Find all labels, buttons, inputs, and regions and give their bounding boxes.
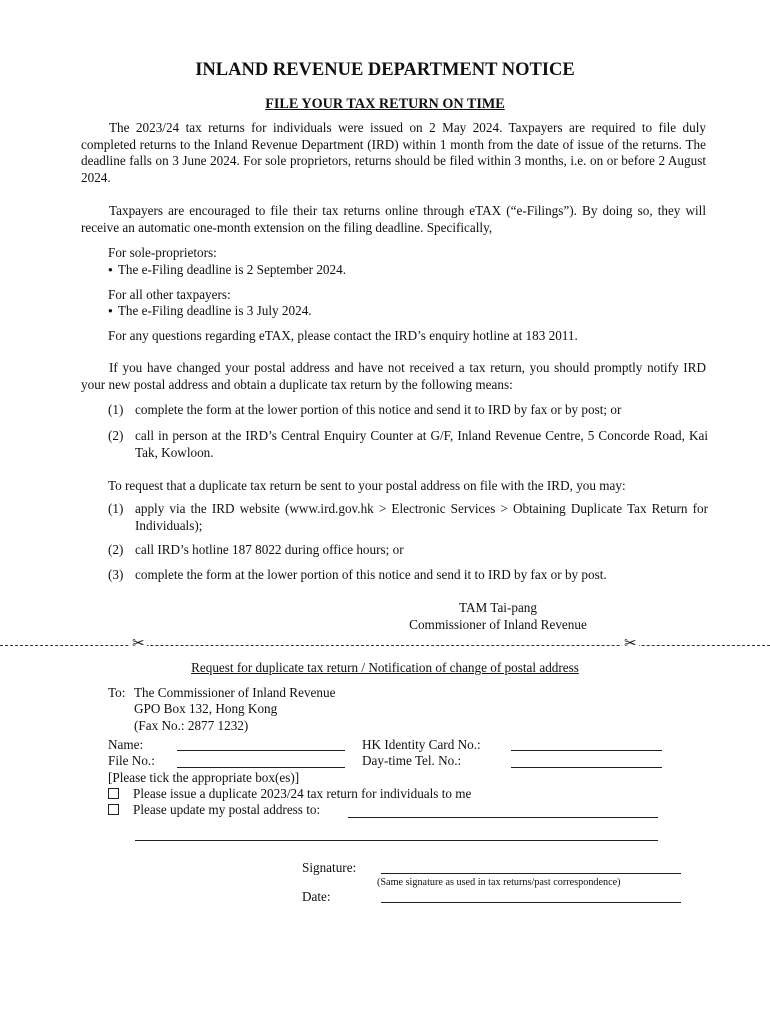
hkid-field[interactable] bbox=[511, 750, 662, 752]
sole-proprietors-bullet: ● The e-Filing deadline is 2 September 2024. bbox=[108, 261, 346, 280]
list-item-number: (3) bbox=[108, 567, 124, 582]
list-item-text: apply via the IRD website (www.ird.gov.hk > Electronic Services > Obtaining Duplicate Tax Return for Individuals); bbox=[135, 501, 708, 533]
sole-proprietors-label: For sole-proprietors: bbox=[108, 245, 217, 260]
daytime-tel-label: Day-time Tel. No.: bbox=[362, 753, 462, 768]
paragraph-address-change: If you have changed your postal address and have not received a tax return, you should promptly notify IRD your new postal address and obtain a duplicate tax return by the following means: bbox=[81, 360, 706, 392]
list-item-text: complete the form at the lower portion of this notice and send it to IRD by fax or by post; or bbox=[135, 402, 622, 417]
list-item-text: complete the form at the lower portion of this notice and send it to IRD by fax or by post. bbox=[135, 567, 607, 582]
daytime-tel-field[interactable] bbox=[511, 767, 662, 769]
signatory-name: TAM Tai-pang bbox=[459, 600, 537, 615]
list-item-number: (1) bbox=[108, 402, 124, 417]
list-item bbox=[108, 402, 708, 419]
list-item-number: (2) bbox=[108, 428, 124, 443]
signature-label: Signature: bbox=[302, 860, 357, 875]
signature-note: (Same signature as used in tax returns/past correspondence) bbox=[377, 877, 621, 888]
list-item-number: (2) bbox=[108, 542, 124, 557]
recipient-fax: (Fax No.: 2877 1232) bbox=[134, 718, 249, 733]
list-item-number: (1) bbox=[108, 501, 124, 516]
page-title: INLAND REVENUE DEPARTMENT NOTICE bbox=[195, 60, 575, 80]
tick-instruction: [Please tick the appropriate box(es)] bbox=[108, 770, 300, 785]
update-address-option: Please update my postal address to: bbox=[133, 802, 321, 817]
list-item bbox=[108, 428, 708, 461]
list-item bbox=[108, 542, 708, 559]
scissors-icon: ✂ bbox=[624, 636, 637, 652]
scissors-icon: ✂ bbox=[132, 636, 145, 652]
name-label: Name: bbox=[108, 737, 144, 752]
paragraph-deadlines: The 2023/24 tax returns for individuals were issued on 2 May 2024. Taxpayers are required to file duly completed returns to the Inland Revenue Department (IRD) within 1 month from the date of issue of the returns. The deadline falls on 3 June 2024. For sole proprietors, returns should be filed within 3 months, i.e. on or before 2 August 2024. bbox=[81, 120, 706, 185]
other-taxpayers-bullet: ● The e-Filing deadline is 3 July 2024. bbox=[108, 302, 312, 321]
date-field[interactable] bbox=[381, 902, 681, 904]
file-no-label: File No.: bbox=[108, 753, 155, 768]
postal-address-field[interactable] bbox=[348, 817, 658, 819]
form-heading: Request for duplicate tax return / Notification of change of postal address bbox=[191, 660, 579, 675]
recipient-address: GPO Box 132, Hong Kong bbox=[134, 701, 278, 716]
list-item-text: call IRD’s hotline 187 8022 during office hours; or bbox=[135, 542, 404, 557]
name-field[interactable] bbox=[177, 750, 345, 752]
duplicate-return-option: Please issue a duplicate 2023/24 tax return for individuals to me bbox=[133, 786, 472, 801]
paragraph-efiling: Taxpayers are encouraged to file their tax returns online through eTAX (“e-Filings”). By doing so, they will receive an automatic one-month extension on the filing deadline. Specifically, bbox=[81, 203, 706, 235]
request-intro: To request that a duplicate tax return be sent to your postal address on file with the IRD, you may: bbox=[108, 478, 626, 493]
date-label: Date: bbox=[302, 889, 331, 904]
other-taxpayers-label: For all other taxpayers: bbox=[108, 287, 231, 302]
cut-line bbox=[0, 645, 770, 647]
update-address-checkbox[interactable] bbox=[108, 804, 119, 815]
hkid-label: HK Identity Card No.: bbox=[362, 737, 481, 752]
notice-subtitle: FILE YOUR TAX RETURN ON TIME bbox=[265, 96, 505, 112]
signatory-title: Commissioner of Inland Revenue bbox=[409, 617, 587, 632]
duplicate-return-checkbox[interactable] bbox=[108, 788, 119, 799]
postal-address-field-line2[interactable] bbox=[135, 840, 658, 842]
list-item bbox=[108, 567, 708, 584]
to-label: To: bbox=[108, 685, 126, 700]
list-item-text: call in person at the IRD’s Central Enquiry Counter at G/F, Inland Revenue Centre, 5 Concorde Road, Kai Tak, Kowloon. bbox=[135, 428, 708, 460]
list-item bbox=[108, 501, 708, 534]
recipient-name: The Commissioner of Inland Revenue bbox=[134, 685, 336, 700]
enquiry-hotline-text: For any questions regarding eTAX, please contact the IRD’s enquiry hotline at 183 2011. bbox=[108, 328, 578, 343]
